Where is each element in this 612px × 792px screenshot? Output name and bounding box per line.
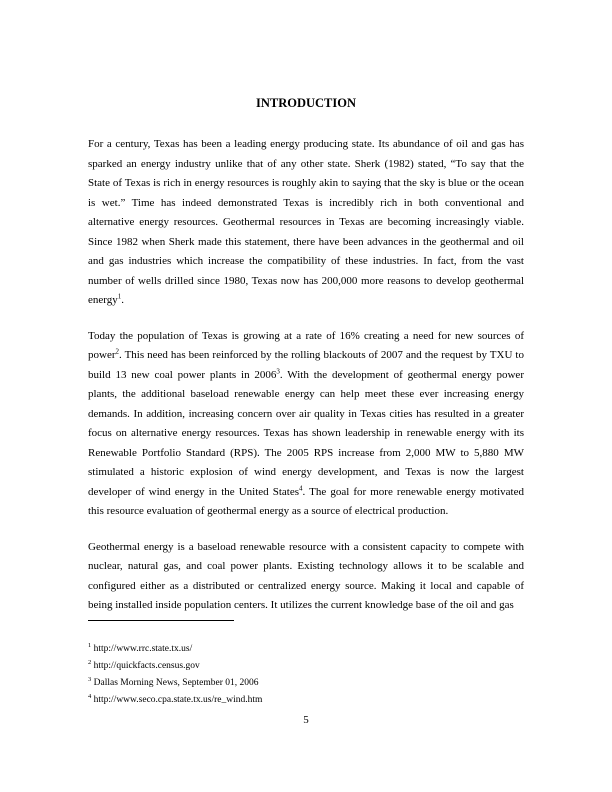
footnote-2 xyxy=(88,658,524,675)
footnote-ref-3: 3 xyxy=(276,366,280,375)
text-run: . xyxy=(121,294,124,306)
page-title: INTRODUCTION xyxy=(255,96,356,110)
footnote-text: http://quickfacts.census.gov xyxy=(93,661,200,671)
footnotes-section xyxy=(88,620,524,709)
footnote-text: http://www.seco.cpa.state.tx.us/re_wind.htm xyxy=(93,695,263,705)
text-run: Geothermal energy is a baseload renewable resource with a consistent capacity to compete with nuclear, natural gas, and coal power plants. Existing technology allows it to be scalable and configured either as a distributed or centralized energy source. Making it local and capable of being installed inside population centers. It utilizes the current knowledge base of the oil and gas xyxy=(88,540,524,611)
paragraph-3 xyxy=(88,538,524,616)
footnote-ref-1: 1 xyxy=(117,292,122,301)
footnote-text: http://www.rrc.state.tx.us/ xyxy=(93,644,193,654)
text-run: For a century, Texas has been a leading energy producing state. Its abundance of oil and gas has sparked an energy industry unlike that of any other state. Sherk (1982) stated, “To say that the State of Texas is rich in energy resources is roughly akin to saying that the sky is blue or the ocean is wet.” Time has indeed demonstrated Texas is incredibly rich in both conventional and alternative energy resources. Geothermal resources in Texas are becoming increasingly viable. Since 1982 when Sherk made this statement, there have been advances in the geothermal and oil and gas industries which increase the compatibility of these industries. In fact, from the vast number of wells drilled since 1980, Texas now has 200,000 more reasons to develop geothermal energy xyxy=(88,138,524,306)
paragraph-2 xyxy=(88,327,524,522)
footnote-number: 2 xyxy=(88,658,92,666)
text-run: . With the development of geothermal energy power plants, the additional baseload renewable energy can help meet these ever increasing energy demands. In addition, increasing concern over air quality in Texas cities has resulted in a greater focus on alternative energy resources. Texas has shown leadership in renewable energy with its Renewable Portfolio Standard (RPS). The 2005 RPS increase from 2,000 MW to 5,880 MW stimulated a historic explosion of wind energy development, and Texas is now the largest developer of wind energy in the United States xyxy=(88,368,524,498)
footnote-number: 3 xyxy=(88,675,92,683)
footnote-3 xyxy=(88,675,524,692)
footnote-text: Dallas Morning News, September 01, 2006 xyxy=(93,678,259,688)
text-run: Today the population of Texas is growing at a rate of 16% creating a need for new sources of power xyxy=(88,329,524,361)
page-number: 5 xyxy=(303,714,309,726)
text-run: . The goal for more renewable energy motivated this resource evaluation of geothermal energy as a source of electrical production. xyxy=(88,485,524,517)
paragraph-1 xyxy=(88,135,524,311)
text-run: . This need has been reinforced by the rolling blackouts of 2007 and the request by TXU to build 13 new coal power plants in 2006 xyxy=(88,349,524,381)
footnote-ref-4: 4 xyxy=(299,483,303,492)
footnote-number: 4 xyxy=(88,692,92,700)
footnote-separator xyxy=(88,620,234,621)
footnote-ref-2: 2 xyxy=(115,347,119,356)
footnote-number: 1 xyxy=(88,641,92,649)
footnote-1 xyxy=(88,641,524,658)
footnote-4 xyxy=(88,692,524,709)
